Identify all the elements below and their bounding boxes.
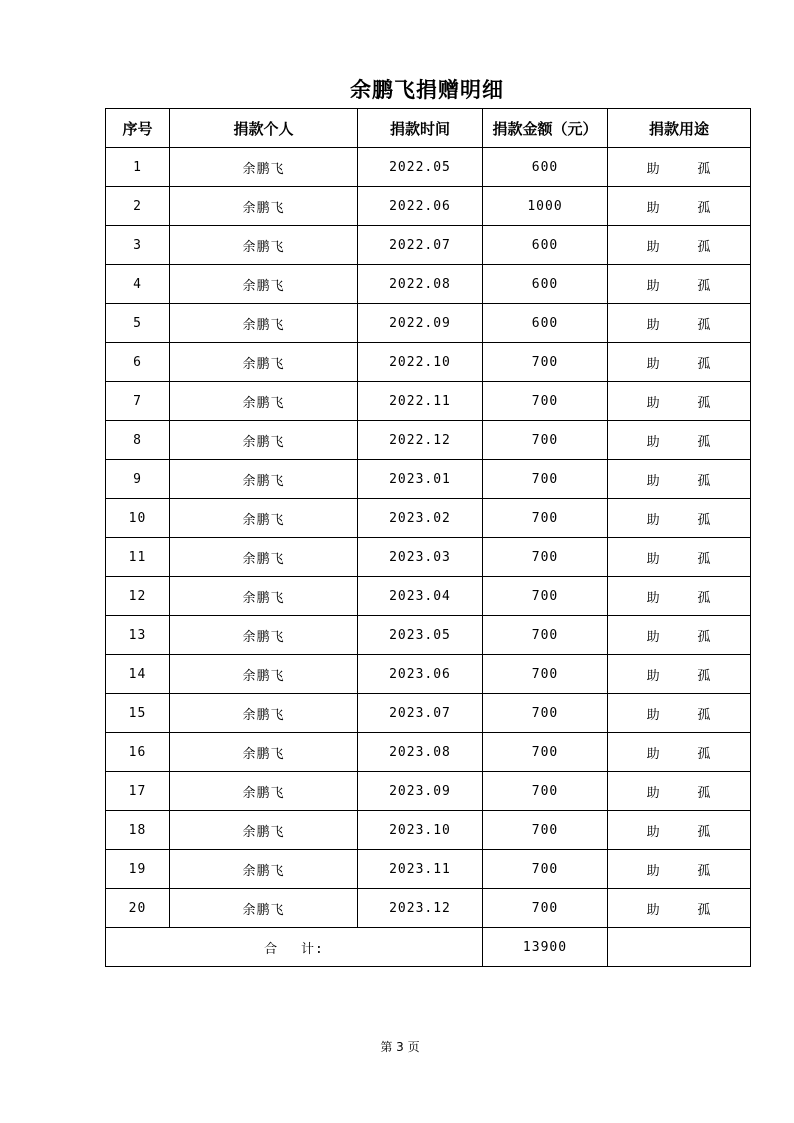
cell-index: 9 <box>106 460 170 499</box>
cell-donor: 余鹏飞 <box>170 499 358 538</box>
cell-index: 1 <box>106 148 170 187</box>
cell-donor: 余鹏飞 <box>170 265 358 304</box>
cell-donor: 余鹏飞 <box>170 772 358 811</box>
cell-use: 助 孤 <box>608 343 751 382</box>
cell-time: 2023.08 <box>358 733 483 772</box>
cell-index: 16 <box>106 733 170 772</box>
table-body <box>106 148 751 967</box>
cell-index: 13 <box>106 616 170 655</box>
cell-amount: 700 <box>483 538 608 577</box>
table-row <box>106 343 751 382</box>
table-row <box>106 811 751 850</box>
cell-index: 20 <box>106 889 170 928</box>
cell-amount: 700 <box>483 772 608 811</box>
cell-amount: 600 <box>483 265 608 304</box>
cell-donor: 余鹏飞 <box>170 616 358 655</box>
cell-donor: 余鹏飞 <box>170 382 358 421</box>
total-row <box>106 928 751 967</box>
cell-donor: 余鹏飞 <box>170 460 358 499</box>
cell-amount: 600 <box>483 226 608 265</box>
table-row <box>106 616 751 655</box>
cell-donor: 余鹏飞 <box>170 811 358 850</box>
cell-amount: 700 <box>483 889 608 928</box>
header-time: 捐款时间 <box>358 109 483 148</box>
cell-index: 2 <box>106 187 170 226</box>
cell-use: 助 孤 <box>608 889 751 928</box>
cell-index: 4 <box>106 265 170 304</box>
cell-donor: 余鹏飞 <box>170 343 358 382</box>
cell-amount: 700 <box>483 616 608 655</box>
cell-donor: 余鹏飞 <box>170 889 358 928</box>
cell-time: 2023.03 <box>358 538 483 577</box>
cell-use: 助 孤 <box>608 733 751 772</box>
document-title: 余鹏飞捐赠明细 <box>350 78 504 102</box>
table-row <box>106 733 751 772</box>
page-number: 第 3 页 <box>380 1040 420 1054</box>
cell-index: 15 <box>106 694 170 733</box>
cell-time: 2023.06 <box>358 655 483 694</box>
cell-donor: 余鹏飞 <box>170 538 358 577</box>
table-row <box>106 538 751 577</box>
cell-time: 2022.07 <box>358 226 483 265</box>
cell-donor: 余鹏飞 <box>170 655 358 694</box>
table-row <box>106 499 751 538</box>
cell-use: 助 孤 <box>608 772 751 811</box>
cell-index: 3 <box>106 226 170 265</box>
cell-use: 助 孤 <box>608 226 751 265</box>
cell-index: 14 <box>106 655 170 694</box>
cell-time: 2023.04 <box>358 577 483 616</box>
table-row <box>106 421 751 460</box>
cell-donor: 余鹏飞 <box>170 187 358 226</box>
cell-amount: 600 <box>483 304 608 343</box>
cell-use: 助 孤 <box>608 304 751 343</box>
table-row <box>106 772 751 811</box>
table-header-row <box>106 109 751 148</box>
table-row <box>106 460 751 499</box>
cell-use: 助 孤 <box>608 811 751 850</box>
cell-use: 助 孤 <box>608 850 751 889</box>
cell-use: 助 孤 <box>608 382 751 421</box>
cell-amount: 600 <box>483 148 608 187</box>
cell-use: 助 孤 <box>608 421 751 460</box>
cell-donor: 余鹏飞 <box>170 226 358 265</box>
cell-use: 助 孤 <box>608 538 751 577</box>
cell-donor: 余鹏飞 <box>170 421 358 460</box>
cell-use: 助 孤 <box>608 460 751 499</box>
cell-index: 8 <box>106 421 170 460</box>
cell-amount: 700 <box>483 382 608 421</box>
total-label: 合 计: <box>106 928 483 967</box>
cell-time: 2023.12 <box>358 889 483 928</box>
cell-index: 18 <box>106 811 170 850</box>
donation-table <box>105 108 751 967</box>
cell-index: 5 <box>106 304 170 343</box>
cell-amount: 700 <box>483 577 608 616</box>
header-amount: 捐款金额（元） <box>483 109 608 148</box>
cell-donor: 余鹏飞 <box>170 577 358 616</box>
cell-amount: 700 <box>483 811 608 850</box>
cell-time: 2022.10 <box>358 343 483 382</box>
total-amount: 13900 <box>483 928 608 967</box>
table-row <box>106 304 751 343</box>
header-donor: 捐款个人 <box>170 109 358 148</box>
table-row <box>106 265 751 304</box>
cell-index: 17 <box>106 772 170 811</box>
cell-donor: 余鹏飞 <box>170 694 358 733</box>
cell-use: 助 孤 <box>608 694 751 733</box>
cell-time: 2023.09 <box>358 772 483 811</box>
cell-use: 助 孤 <box>608 655 751 694</box>
table-row <box>106 694 751 733</box>
cell-index: 6 <box>106 343 170 382</box>
cell-amount: 700 <box>483 343 608 382</box>
cell-use: 助 孤 <box>608 499 751 538</box>
cell-amount: 700 <box>483 460 608 499</box>
table-row <box>106 148 751 187</box>
total-use <box>608 928 751 967</box>
cell-time: 2022.09 <box>358 304 483 343</box>
cell-amount: 1000 <box>483 187 608 226</box>
cell-amount: 700 <box>483 694 608 733</box>
header-index: 序号 <box>106 109 170 148</box>
cell-time: 2022.08 <box>358 265 483 304</box>
cell-time: 2022.12 <box>358 421 483 460</box>
table-row <box>106 226 751 265</box>
cell-donor: 余鹏飞 <box>170 733 358 772</box>
cell-donor: 余鹏飞 <box>170 850 358 889</box>
cell-index: 11 <box>106 538 170 577</box>
header-use: 捐款用途 <box>608 109 751 148</box>
cell-amount: 700 <box>483 733 608 772</box>
cell-index: 12 <box>106 577 170 616</box>
table-row <box>106 577 751 616</box>
cell-use: 助 孤 <box>608 187 751 226</box>
cell-use: 助 孤 <box>608 616 751 655</box>
cell-index: 7 <box>106 382 170 421</box>
cell-use: 助 孤 <box>608 577 751 616</box>
table-row <box>106 889 751 928</box>
cell-time: 2023.01 <box>358 460 483 499</box>
cell-amount: 700 <box>483 850 608 889</box>
cell-donor: 余鹏飞 <box>170 148 358 187</box>
cell-time: 2023.07 <box>358 694 483 733</box>
cell-donor: 余鹏飞 <box>170 304 358 343</box>
cell-amount: 700 <box>483 655 608 694</box>
cell-time: 2023.11 <box>358 850 483 889</box>
table-row <box>106 382 751 421</box>
cell-use: 助 孤 <box>608 265 751 304</box>
cell-time: 2023.02 <box>358 499 483 538</box>
cell-index: 10 <box>106 499 170 538</box>
cell-time: 2023.10 <box>358 811 483 850</box>
cell-index: 19 <box>106 850 170 889</box>
cell-amount: 700 <box>483 499 608 538</box>
cell-time: 2023.05 <box>358 616 483 655</box>
table-row <box>106 655 751 694</box>
table-row <box>106 187 751 226</box>
table-row <box>106 850 751 889</box>
cell-use: 助 孤 <box>608 148 751 187</box>
cell-time: 2022.06 <box>358 187 483 226</box>
cell-time: 2022.05 <box>358 148 483 187</box>
cell-amount: 700 <box>483 421 608 460</box>
cell-time: 2022.11 <box>358 382 483 421</box>
